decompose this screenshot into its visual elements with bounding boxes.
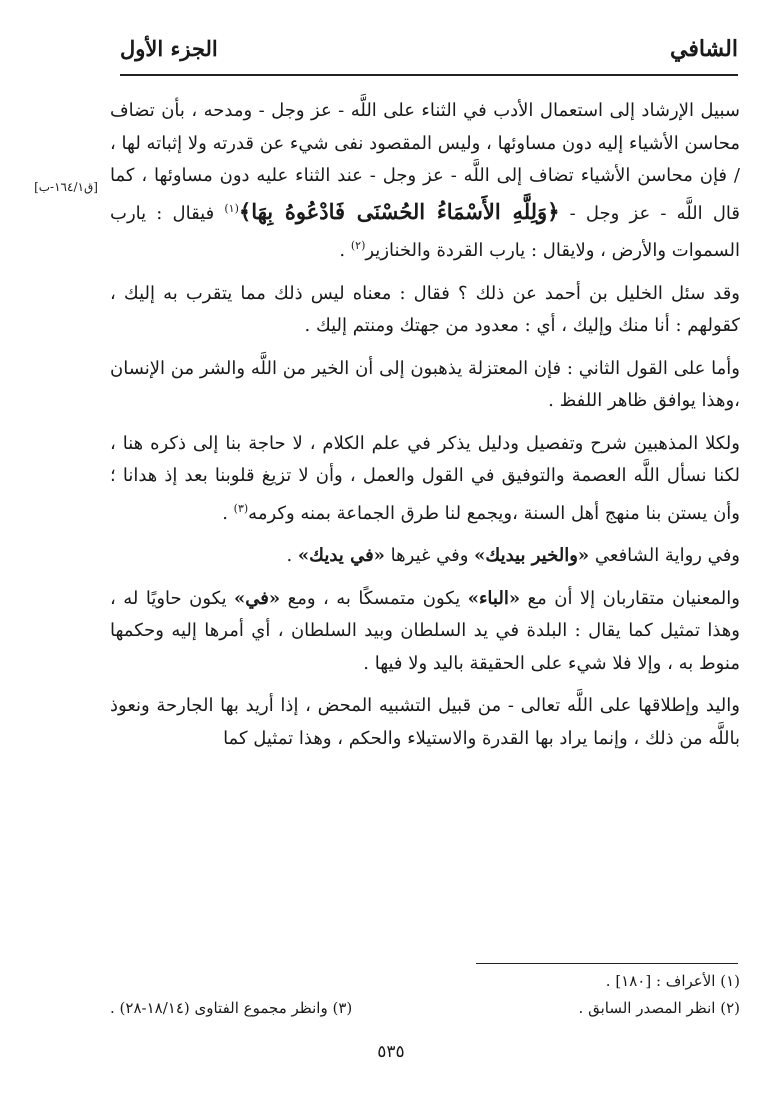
footnotes [110,968,740,1022]
paragraph-2: وقد سئل الخليل بن أحمد عن ذلك ؟ فقال : معناه ليس ذلك مما يتقرب به إليك ، كقولهم : أنا منك وإليك ، أي : معدود من جهتك ومنتم إليك . [110,282,740,336]
paragraph-3: وأما على القول الثاني : فإن المعتزلة يذهبون إلى أن الخير من اللَّه والشر من الإنسان ،وهذا يوافق ظاهر اللفظ . [110,357,740,411]
footnote-ref-2: (٢) [350,239,366,252]
manuscript-margin-note: [ق١٦٤/١-ب] [34,180,98,194]
footnote-ref-3: (٣) [233,501,249,515]
volume-label: الجزء الأول [120,36,218,61]
p6-quote-2: «في» [234,587,281,609]
p6-text-d: يكون حاويًا له ، وهذا تمثيل كما يقال : البلدة في يد السلطان وبيد السلطان ، أي أمرها إليه وحكمها منوط به ، وإلا فلا شيء على الحقيقة باليد ولا فيها . [110,587,740,674]
paragraph-4 [110,428,740,531]
paragraph-6 [110,583,740,681]
footnote-ref-1: (١) [224,201,239,215]
p4-end: . [222,502,234,524]
p6-quote-1: «الباء» [467,587,521,609]
footnote-separator [476,963,738,964]
paragraph-5 [110,540,740,573]
main-text [110,95,740,765]
page-number: ٥٣٥ [377,1042,405,1062]
p5-quote-1: «والخير بيديك» [474,545,590,566]
p5-quote-2: «في يديك» [297,545,385,566]
paragraph-1 [110,95,740,268]
footnote-row [110,995,740,1022]
running-header [120,28,738,76]
p6-text-a: والمعنيان متقاربان إلا أن مع [520,587,740,609]
p4-text: ولكلا المذهبين شرح وتفصيل ودليل يذكر في علم الكلام ، لا حاجة بنا إلى ذكره هنا ، لكنا نسأل اللَّه العصمة والتوفيق في القول والعمل ، وأن لا تزيغ قلوبنا بعد إذ هدانا ؛ وأن يستن بنا منهج أهل السنة ،ويجمع لنا طرق الجماعة بمنه وكرمه [110,432,740,524]
p1-end: . [339,240,351,261]
p5-text-a: وفي رواية الشافعي [589,545,740,566]
footnote-2: (٢) انظر المصدر السابق . [578,999,740,1017]
p1-text-a: سبيل الإرشاد إلى استعمال الأدب في الثناء على اللَّه - عز وجل - ومدحه ، بأن تضاف محاسن الأشياء إليه دون مساوئها ، وليس المقصود نفى شيء عن قدرته ولا إثباته لها ، / فإن محاسن الأشياء تضاف إلى اللَّه - عز وجل - عند الثناء عليه دون مساوئها ، كما قال اللَّه - عز وجل - [110,100,740,224]
p1-text-b: فيقال : يارب السموات والأرض ، ولايقال : يارب القردة والخنازير [110,202,740,261]
p6-text-c: يكون متمسكًا به ، ومع [280,587,468,609]
book-title: الشافي [670,36,738,62]
p5-text-c: وفي غيرها [384,545,475,566]
p5-end: . [286,545,298,566]
paragraph-7: واليد وإطلاقها على اللَّه تعالى - من قبيل التشبيه المحض ، إذا أريد بها الجارحة ونعوذ باللَّه من ذلك ، وإنما يراد بها القدرة والاستيلاء والحكم ، وهذا تمثيل كما [110,695,740,749]
quran-verse: ﴿وَلِلَّهِ الأَسْمَاءُ الحُسْنَى فَادْعُوهُ بِهَا﴾ [238,198,560,224]
footnote-3: (٣) وانظر مجموع الفتاوى (١٨/١٤-٢٨) . [110,999,353,1017]
footnote-1: (١) الأعراف : [١٨٠] . [605,972,740,990]
